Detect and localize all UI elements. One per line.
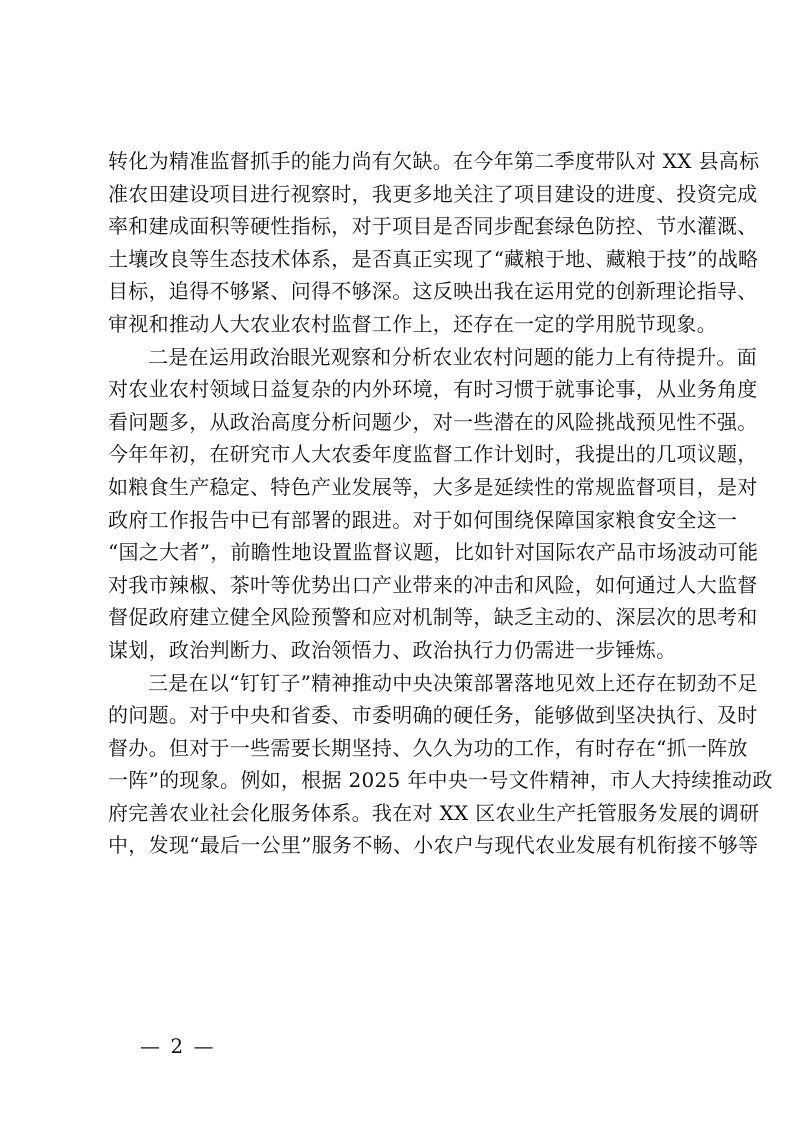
text-line: 二是在运用政治眼光观察和分析农业农村问题的能力上有待提升。面 [148, 344, 757, 369]
text-line: “国之大者”，前瞻性地设置监督议题，比如针对国际农产品市场波动可能 [108, 540, 759, 565]
paragraph-2 [108, 341, 759, 667]
text-line: 土壤改良等生态技术体系，是否真正实现了“藏粮于地、藏粮于技”的战略 [108, 246, 759, 271]
text-line: 三是在以“钉钉子”精神推动中央决策部署落地见效上还存在韧劲不足 [148, 670, 758, 695]
page-number: — 2 — [140, 1034, 216, 1058]
text-line: 率和建成面积等硬性指标，对于项目是否同步配套绿色防控、节水灌溉、 [108, 214, 758, 239]
text-line: 政府工作报告中已有部署的跟进。对于如何围绕保障国家粮食安全这一 [108, 507, 738, 532]
text-line: 如粮食生产稳定、特色产业发展等，大多是延续性的常规监督项目，是对 [108, 474, 758, 499]
text-line: 审视和推动人大农业农村监督工作上，还存在一定的学用脱节现象。 [108, 311, 717, 336]
text-line: 督促政府建立健全风险预警和应对机制等，缺乏主动的、深层次的思考和 [108, 605, 758, 630]
paragraph-1 [108, 145, 760, 341]
text-line: 目标，追得不够紧、问得不够深。这反映出我在运用党的创新理论指导、 [108, 279, 758, 304]
text-line: 中，发现“最后一公里”服务不畅、小农户与现代农业发展有机衔接不够等 [108, 833, 759, 858]
text-line: 府完善农业社会化服务体系。我在对 XX 区农业生产托管服务发展的调研 [108, 800, 760, 825]
body-text [108, 145, 773, 862]
text-line: 的问题。对于中央和省委、市委明确的硬任务，能够做到坚决执行、及时 [108, 703, 758, 728]
text-line: 转化为精准监督抓手的能力尚有欠缺。在今年第二季度带队对 XX 县高标 [108, 149, 760, 173]
text-line: 谋划，政治判断力、政治领悟力、政治执行力仍需进一步锤炼。 [108, 637, 677, 662]
text-line: 对我市辣椒、茶叶等优势出口产业带来的冲击和风险，如何通过人大监督 [108, 572, 758, 597]
text-line: 看问题多，从政治高度分析问题少，对一些潜在的风险挑战预见性不强。 [108, 409, 758, 434]
text-line: 一阵”的现象。例如，根据 2025 年中央一号文件精神，市人大持续推动政 [108, 768, 773, 793]
paragraph-3 [108, 667, 773, 863]
text-line: 督办。但对于一些需要长期坚持、久久为功的工作，有时存在“抓一阵放 [108, 735, 748, 760]
text-line: 对农业农村领域日益复杂的内外环境，有时习惯于就事论事，从业务角度 [108, 377, 758, 402]
text-line: 今年年初，在研究市人大农委年度监督工作计划时，我提出的几项议题， [108, 442, 758, 467]
text-line: 准农田建设项目进行视察时，我更多地关注了项目建设的进度、投资完成 [108, 181, 758, 206]
